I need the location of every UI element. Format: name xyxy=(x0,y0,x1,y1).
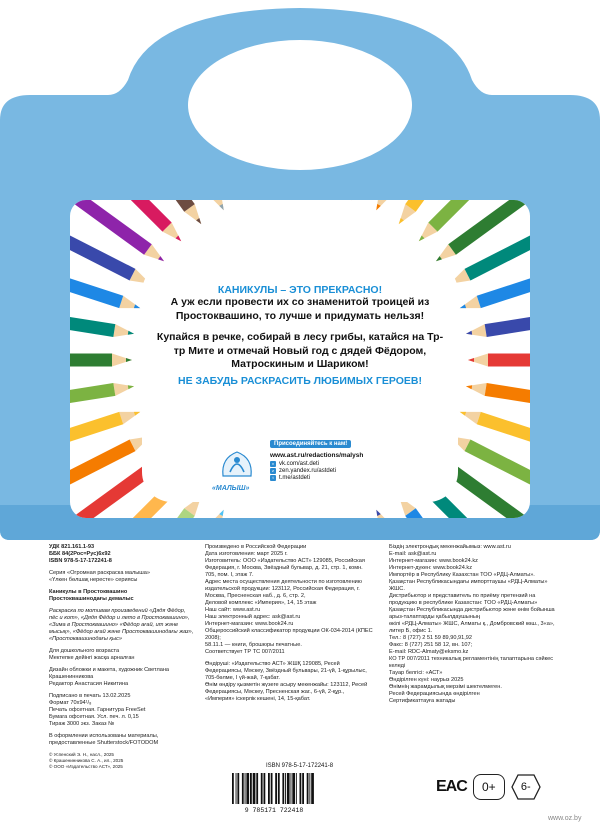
eac-mark: EAC xyxy=(436,778,467,795)
imprint-manufacturer-kz: Өндіруші: «Издательство АСТ» ЖШҚ 129085, Ресей Федерациясы, Мәскеу, Звёздный бульвары, 21-үй, 1-құрылыс, 705-бөлме, I үй-жай, 7-қабат. Өнім өндіру қызметін жүзеге асыру мекенжайы: 123112, Ресей Федерациясы, Мәскеу, Пресненская жаг., 6-үй, 2-құр., «Империя» іскерлік кешені, 14, 15-қабат. xyxy=(205,661,368,702)
promo-call-to-action: НЕ ЗАБУДЬ РАСКРАСИТЬ ЛЮБИМЫХ ГЕРОЕВ! xyxy=(177,374,422,387)
vk-icon: v xyxy=(272,461,274,466)
barcode-bar xyxy=(291,773,292,804)
malysh-logo-icon xyxy=(213,446,261,486)
barcode-bar xyxy=(264,773,266,804)
barcode-bar xyxy=(311,773,314,804)
join-us-label: Присоединяйтесь к нам! xyxy=(270,440,351,448)
barcode-bar xyxy=(242,773,244,804)
imprint-manufacturer-ru: Произведено в Российской Федерации Дата изготовления: март 2025 г. Изготовитель: ООО «Издательство АСТ» 129085, Российская Федерация, г. Москва, Звёздный бульвар, д. 21, стр. 1, комн. 705, пом. I, этаж 7. Адрес места осуществления деятельности по изготовлению издательской продукции: 123112, Российская Федерация, г. Москва, Пресненская наб., д. 6, стр. 2, Деловой комплекс «Империя», 14, 15 этаж Наш сайт: www.ast.ru Наш электронный адрес: ask@ast.ru Интернет-магазин: www.book24.ru Общероссийский классификатор продукции ОК-034-2014 (КПЕС 2008); 58.11.1 — книги, брошюры печатные. Соответствует ТР ТС 007/2011 xyxy=(205,544,373,655)
social-links xyxy=(270,440,400,482)
pencil xyxy=(468,354,530,367)
imprint-materials: В оформлении использованы материалы, предоставленные Shutterstock/FOTODOM xyxy=(49,733,159,746)
imprint-column-3 xyxy=(389,544,564,710)
pencil xyxy=(465,304,530,340)
imprint-title: Каникулы в Простоквашино Простоквашинодағы демалыс xyxy=(49,589,134,602)
handle-hole xyxy=(188,40,412,170)
pencil xyxy=(465,380,530,416)
social-link-zen[interactable] xyxy=(270,468,400,474)
barcode-bar xyxy=(237,773,239,804)
age-rating-badge: 0+ xyxy=(473,774,505,800)
publisher-site-link[interactable]: www.ast.ru/redactions/malysh xyxy=(270,452,364,459)
barcode-bar xyxy=(232,773,234,804)
barcode-bar xyxy=(275,773,277,804)
barcode-bar xyxy=(309,773,310,804)
barcode-bar xyxy=(236,773,237,804)
imprint-print-info: Подписано в печать 13.02.2025 Формат 70х94¹/₈ Печать офсетная. Гарнитура FreeSet Бумага офсетная. Усл. печ. л. 0,15 Тираж 3000 экз. Заказ № xyxy=(49,693,146,727)
barcode-bar xyxy=(271,773,273,804)
social-link-text: t.me/astdeti xyxy=(279,475,311,481)
zen-icon: z xyxy=(272,468,274,473)
barcode-bar xyxy=(282,773,284,804)
age-limit-badge xyxy=(511,774,541,800)
barcode-bar xyxy=(296,773,297,804)
pencil xyxy=(70,354,132,367)
imprint-copyright: © Успенский Э. Н., насл., 2025 © Крашенинникова С. А., ил., 2025 © ООО «Издательство АСТ», 2025 xyxy=(49,752,124,769)
barcode-bar xyxy=(268,773,270,804)
pencil xyxy=(196,200,255,202)
promo-headline: КАНИКУЛЫ – ЭТО ПРЕКРАСНО! xyxy=(217,284,383,296)
pencil xyxy=(70,380,135,416)
imprint-column-2 xyxy=(205,544,375,708)
promo-body-1: А уж если провести их со знаменитой троицей из Простоквашино, то лучше и придумать нельзя! xyxy=(170,296,430,322)
social-link-vk[interactable] xyxy=(270,461,400,467)
barcode-bar xyxy=(253,773,256,804)
barcode xyxy=(226,773,322,813)
imprint-column-1 xyxy=(49,544,194,775)
imprint-series: Серия «Огромная раскраска малыша» «Үлкен бөлшақ нересте» сериясы xyxy=(49,570,150,583)
pencil xyxy=(346,200,405,202)
age-limit-text: 6- xyxy=(520,781,531,793)
isbn-label: ISBN 978-5-17-172241-8 xyxy=(266,763,334,769)
barcode-digits: 9 785171 722418 xyxy=(244,807,304,813)
pencil-frame-panel xyxy=(70,200,530,518)
barcode-bar xyxy=(285,773,286,804)
certification-marks xyxy=(436,774,541,800)
telegram-icon: t xyxy=(270,475,276,481)
barcode-bar xyxy=(292,773,295,804)
social-link-text: zen.yandex.ru/astdeti xyxy=(279,468,337,474)
social-link-telegram[interactable] xyxy=(270,475,400,481)
imprint-codes: УДК 821.161.1-93 ББК 84(2Рос=Рус)6х92 ISBN 978-5-17-172241-8 xyxy=(49,544,112,564)
barcode-bar xyxy=(278,773,280,804)
imprint-importer: Біздің электрондық мекенжайымыз: www.ast.ru E-mail: ask@ast.ru Интернет-магазин: www.book24.kz Интернет-дүкен: www.book24.kz Импортёр в Республику Казахстан ТОО «РДЦ-Алматы». Қазақстан Республикасындағы импорттаушы «РДЦ-Алматы» ЖШС. Дистрибьютор и представитель по приёму претензий на продукцию в республике Казахстан: ТОО «РДЦ-Алматы» Қазақстан Республикасында дистрибьютор және өнім бойынша арыз-талаптарды қабылдаушының өкілі «РДЦ-Алматы» ЖШС, Алматы қ., Домбровский көш., 3«а», литер Б, офис 1. Тел.: 8 (727) 2 51 59 89,90,91,92 Факс: 8 (727) 251 58 12, вн. 107; E-mail: RDC-Almaty@eksmo.kz КО ТР 007/2011 техникалық регламентінің талаптарына сәйкес келеді Тауар белгісі: «АСТ» Өндірілген күні: наурыз 2025 Өнімнің жарамдылық мерзімі шектелмеген. Ресей Федерациясында өндірілген Сертификаттауға жатады xyxy=(389,544,555,704)
barcode-bar xyxy=(302,773,304,804)
barcode-bar xyxy=(250,773,252,804)
social-link-text: vk.com/ast.deti xyxy=(279,461,320,467)
barcode-bar xyxy=(256,773,258,804)
barcode-bar xyxy=(245,773,246,804)
imprint-based-on: Раскраска по мотивам произведений «Дядя Фёдор, пёс и кот», «Дядя Фёдор и лето в Простоквашино», «Зима в Простоквашино» «Фёдор ағай, ит және мысық», «Фёдор ағай және Простоквашинодағы жаз», «Простоквашинодағы қыс» xyxy=(49,608,194,642)
promo-body-2: Купайся в речке, собирай в лесу грибы, катайся на Тр-тр Мите и отмечай Новый год с дядей Фёдором, Матроскиным и Шариком! xyxy=(156,331,444,370)
watermark: www.oz.by xyxy=(548,815,582,822)
barcode-bar xyxy=(246,773,249,804)
imprint-age: Для дошкольного возраста Мектепке дейінгі жасқа арналған xyxy=(49,648,135,661)
pencil xyxy=(70,304,135,340)
imprint-credits: Дизайн обложки и макета, художник Светлана Крашенинникова Редактор Анастасия Никитина xyxy=(49,667,170,687)
publisher-logo-text: «МАЛЫШ» xyxy=(212,485,250,492)
promo-text xyxy=(155,284,445,387)
barcode-bar xyxy=(300,773,302,804)
barcode-bar xyxy=(307,773,309,804)
barcode-bar xyxy=(261,773,263,804)
barcode-bar xyxy=(287,773,290,804)
